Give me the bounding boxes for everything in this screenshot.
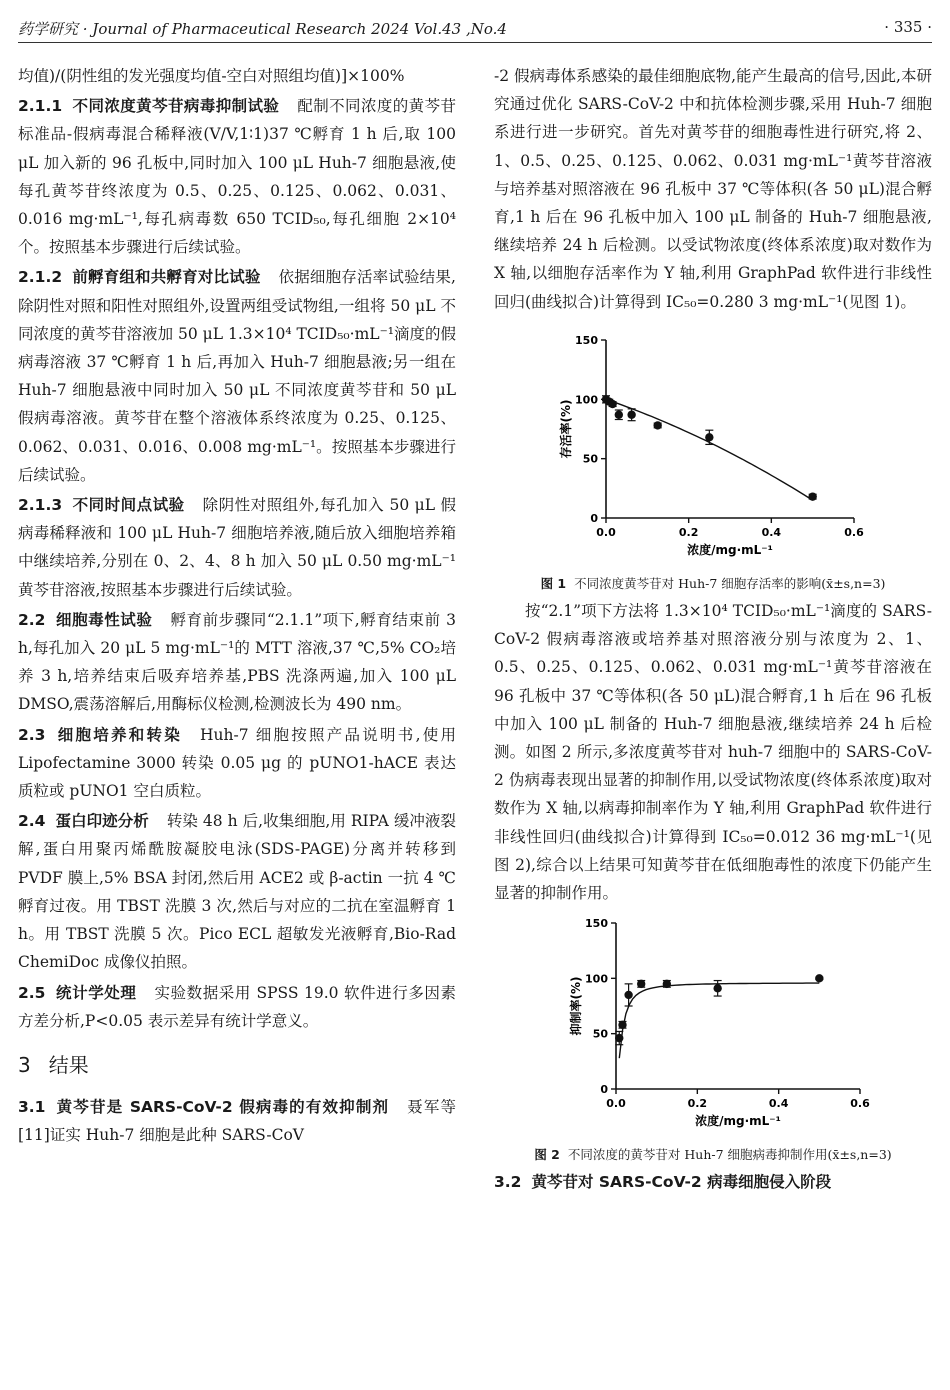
fit-curve: [606, 399, 813, 500]
x-axis-label: 浓度/mg·mL⁻¹: [695, 1114, 781, 1129]
data-point: [615, 410, 623, 418]
y-tick-label: 100: [585, 972, 608, 986]
section-3-2: [494, 1168, 932, 1196]
running-header: [18, 12, 932, 43]
y-axis-label: 抑制率(%): [569, 976, 583, 1036]
fit-curve: [619, 983, 819, 1058]
data-point: [705, 433, 713, 441]
chart-inhibition: [494, 913, 932, 1133]
section-2-5: [18, 979, 456, 1035]
figure-caption: [494, 1146, 932, 1164]
figure-number: 图 2: [534, 1147, 560, 1163]
paragraph: 按“2.1”项下方法将 1.3×10⁴ TCID₅₀·mL⁻¹滴度的 SARS-CoV-2 假病毒溶液或培养基对照溶液分别与浓度为 2、1、0.5、0.25、0.125、0.062、0.031 mg·mL⁻¹黄芩苷溶液在 96 孔板中 37 ℃等体积(各 50 μL)混合孵育,1 h 后在 96 孔板中加入 100 μL 制备的 Huh-7 细胞悬液,继续培养 24 h 后检测。如图 2 所示,多浓度黄芩苷对 huh-7 细胞中的 SARS-CoV-2 伪病毒表现出显著的抑制作用,以受试物浓度(终体系浓度)取对数作为 X 轴,以病毒抑制率作为 Y 轴,利用 GraphPad 软件进行非线性回归(曲线拟合)计算得到 IC₅₀=0.012 36 mg·mL⁻¹(见图 2),综合以上结果可知黄芩苷在低细胞毒性的浓度下仍能产生显著的抑制作用。: [494, 602, 932, 903]
section-number: 2.4: [18, 812, 46, 831]
data-point: [815, 974, 823, 982]
section-2-3: [18, 721, 456, 806]
section-2-4: [18, 807, 456, 976]
page-number: · 335 ·: [884, 18, 932, 36]
figure-1: [494, 322, 932, 593]
section-text: 孵育前步骤同“2.1.1”项下,孵育结束前 3 h,每孔加入 20 μL 5 mg·mL⁻¹的 MTT 溶液,37 ℃,5% CO₂培养 3 h,培养结束后吸弃培养基,PBS 洗涤两遍,加入 100 μL DMSO,震荡溶解后,用酶标仪检测,检测波长为 490 nm。: [18, 610, 456, 714]
data-point: [653, 421, 661, 429]
section-2-2: [18, 606, 456, 719]
section-title: 黄芩苷是 SARS-CoV-2 假病毒的有效抑制剂: [55, 1098, 390, 1117]
x-tick-label: 0.2: [678, 525, 699, 539]
x-tick-label: 0.0: [596, 525, 616, 539]
x-tick-label: 0.0: [606, 1097, 626, 1111]
data-point: [808, 492, 816, 500]
section-title: 结果: [48, 1052, 89, 1077]
section-number: 2.2: [18, 610, 46, 629]
section-text: 依据细胞存活率试验结果,除阴性对照和阳性对照组外,设置两组受试物组,一组将 50 μL 不同浓度的黄芩苷溶液加 50 μL 1.3×10⁴ TCID₅₀·mL⁻¹滴度的假病毒溶液 37 ℃孵育 1 h 后,再加入 Huh-7 细胞悬液;另一组在 Huh-7 细胞悬液中同时加入 50 μL 不同浓度黄芩苷和 50 μL 假病毒溶液。黄芩苷在整个溶液体系终浓度为 0.25、0.125、0.062、0.031、0.016、0.008 mg·mL⁻¹。按照基本步骤进行后续试验。: [18, 268, 456, 484]
section-title: 不同浓度黄芩苷病毒抑制试验: [72, 97, 280, 116]
section-3-1: [18, 1093, 456, 1149]
section-number: 2.5: [18, 983, 46, 1002]
x-tick-label: 0.4: [761, 525, 782, 539]
x-axis-label: 浓度/mg·mL⁻¹: [687, 542, 773, 557]
y-tick-label: 50: [592, 1027, 608, 1041]
y-tick-label: 150: [585, 917, 608, 931]
section-2-1-3: [18, 491, 456, 604]
paragraph: 均值)/(阴性组的发光强度均值-空白对照组均值)]×100%: [18, 67, 405, 85]
right-column: [494, 62, 932, 1199]
figure-caption-text: 不同浓度的黄芩苷对 Huh-7 细胞病毒抑制作用(x̄±s,n=3): [567, 1147, 892, 1163]
section-text: 配制不同浓度的黄芩苷标准品-假病毒混合稀释液(V/V,1∶1)37 ℃孵育 1 h 后,取 100 μL 加入新的 96 孔板中,同时加入 100 μL Huh-7 细胞悬液,使每孔黄芩苷终浓度为 0.5、0.25、0.125、0.062、0.031、0.016 mg·mL⁻¹,每孔病毒数 650 TCID₅₀,每孔细胞 2×10⁴ 个。按照基本步骤进行后续试验。: [18, 97, 456, 257]
x-tick-label: 0.4: [768, 1097, 789, 1111]
chart-survival: [494, 322, 932, 562]
section-number: 2.1.1: [18, 97, 63, 116]
y-axis-label: 存活率(%): [559, 399, 573, 459]
left-column: [18, 62, 456, 1152]
figure-caption-text: 不同浓度黄芩苷对 Huh-7 细胞存活率的影响(x̄±s,n=3): [574, 576, 886, 592]
section-title: 不同时间点试验: [72, 496, 185, 515]
data-point: [608, 400, 616, 408]
y-tick-label: 0: [600, 1083, 608, 1097]
data-point: [627, 410, 635, 418]
section-title: 黄芩苷对 SARS-CoV-2 病毒细胞侵入阶段: [531, 1173, 832, 1192]
section-text: Huh-7 细胞按照产品说明书,使用 Lipofectamine 3000 转染 0.05 μg 的 pUNO1-hACE 表达质粒或 pUNO1 空白质粒。: [18, 725, 456, 801]
data-point: [713, 984, 721, 992]
section-number: 2.1.3: [18, 496, 63, 515]
section-2-1-1: [18, 92, 456, 261]
section-number: 2.3: [18, 725, 46, 744]
section-number: 3: [18, 1052, 31, 1077]
section-number: 2.1.2: [18, 268, 63, 287]
x-tick-label: 0.6: [850, 1097, 870, 1111]
section-text: 转染 48 h 后,收集细胞,用 RIPA 缓冲液裂解,蛋白用聚丙烯酰胺凝胶电泳(SDS-PAGE)分离并转移到 PVDF 膜上,5% BSA 封闭,然后用 ACE2 或 β-actin 一抗 4 ℃孵育过夜。用 TBST 洗膜 3 次,然后与对应的二抗在室温孵育 1 h。用 TBST 洗膜 5 次。Pico ECL 超敏发光液孵育,Bio-Rad ChemiDoc 成像仪拍照。: [18, 812, 456, 972]
y-tick-label: 150: [575, 333, 598, 347]
section-text: 聂军等[11]证实 Huh-7 细胞是此种 SARS-CoV: [18, 1098, 456, 1145]
y-tick-label: 50: [582, 452, 598, 466]
x-tick-label: 0.2: [687, 1097, 708, 1111]
data-point: [618, 1021, 626, 1029]
x-tick-label: 0.6: [844, 525, 864, 539]
section-text: 实验数据采用 SPSS 19.0 软件进行多因素方差分析,P<0.05 表示差异有统计学意义。: [18, 983, 456, 1030]
section-title: 前孵育组和共孵育对比试验: [72, 268, 261, 287]
figure-number: 图 1: [540, 576, 567, 592]
section-text: 除阴性对照组外,每孔加入 50 μL 假病毒稀释液和 100 μL Huh-7 细胞培养液,随后放入细胞培养箱中继续培养,分别在 0、2、4、8 h 加入 50 μL 0.50 mg·mL⁻¹黄芩苷溶液,按照基本步骤进行后续试验。: [18, 496, 456, 599]
section-title: 细胞培养和转染: [55, 725, 183, 744]
figure-2: [494, 913, 932, 1164]
y-tick-label: 100: [575, 393, 598, 407]
section-number: 3.1: [18, 1098, 46, 1117]
data-point: [637, 980, 645, 988]
figure-caption: [494, 575, 932, 593]
paragraph: -2 假病毒体系感染的最佳细胞底物,能产生最高的信号,因此,本研究通过优化 SARS-CoV-2 中和抗体检测步骤,采用 Huh-7 细胞系进行进一步研究。首先对黄芩苷的细胞毒性进行研究,将 2、1、0.5、0.25、0.125、0.062、0.031 mg·mL⁻¹黄芩苷溶液与培养基对照溶液在 96 孔板中 37 ℃等体积(各 50 μL)混合孵育,1 h 后在 96 孔板中加入 100 μL 制备的 Huh-7 细胞悬液,继续培养 24 h 后检测。以受试物浓度(终体系浓度)取对数作为 X 轴,以细胞存活率作为 Y 轴,利用 GraphPad 软件进行非线性回归(曲线拟合)计算得到 IC₅₀=0.280 3 mg·mL⁻¹(见图 1)。: [494, 67, 932, 311]
section-title: 细胞毒性试验: [55, 610, 153, 629]
y-tick-label: 0: [590, 511, 598, 525]
data-point: [624, 991, 632, 999]
section-title: 统计学处理: [55, 983, 137, 1002]
journal-title: 药学研究 · Journal of Pharmaceutical Research 2024 Vol.43 ,No.4: [18, 20, 507, 38]
section-2-1-2: [18, 263, 456, 489]
section-title: 蛋白印迹分析: [55, 812, 149, 831]
section-number: 3.2: [494, 1173, 522, 1192]
data-point: [663, 980, 671, 988]
section-3-heading: [18, 1051, 456, 1079]
data-point: [615, 1034, 623, 1042]
